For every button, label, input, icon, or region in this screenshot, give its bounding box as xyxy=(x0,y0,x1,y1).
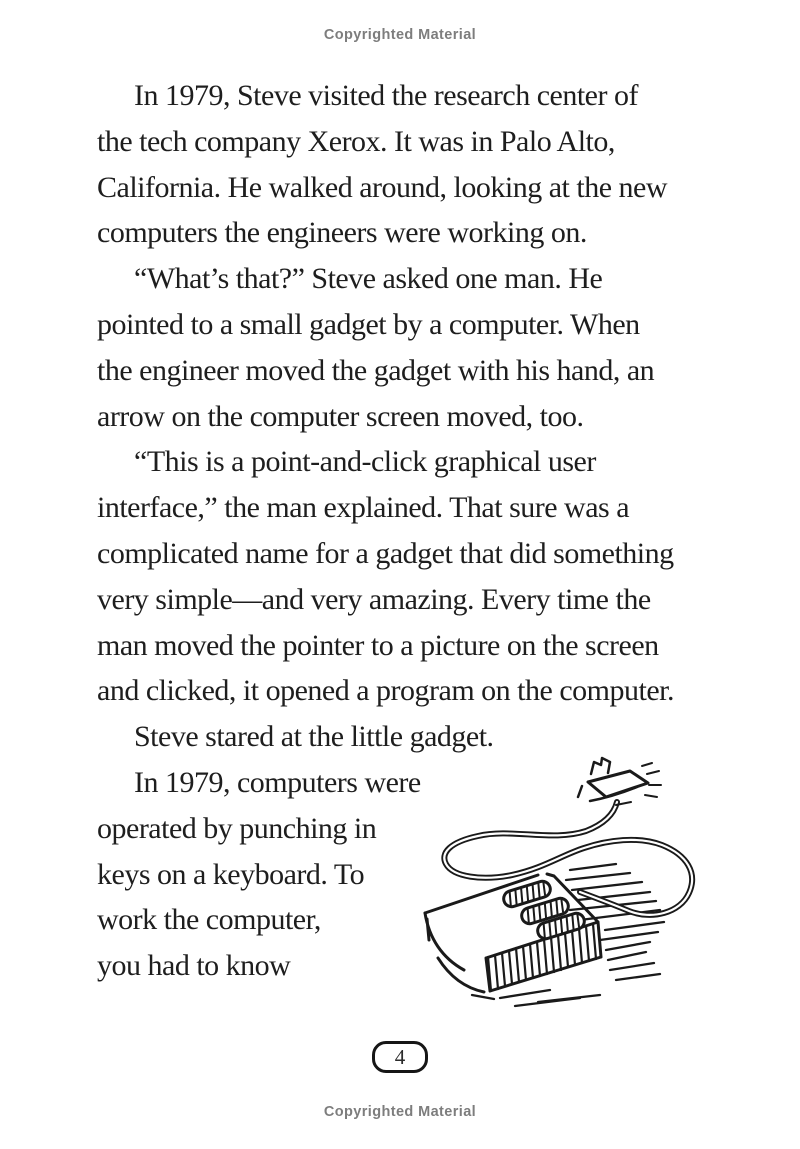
text-line: Steve stared at the little gadget. xyxy=(134,720,494,754)
shadow-hatching xyxy=(472,864,664,1006)
text-line: computers the engineers were working on. xyxy=(97,216,587,250)
text-line: work the computer, xyxy=(97,903,321,937)
mouse-cable-outline xyxy=(444,802,692,915)
text-line: and clicked, it opened a program on the computer. xyxy=(97,674,674,708)
page-number: 4 xyxy=(394,1044,406,1069)
text-line: the engineer moved the gadget with his hand, an xyxy=(97,353,655,387)
text-line: arrow on the computer screen moved, too. xyxy=(97,399,584,433)
text-line: keys on a keyboard. To xyxy=(97,857,365,891)
text-line: “This is a point-and-click graphical user xyxy=(134,445,596,479)
text-line: In 1979, Steve visited the research center of xyxy=(134,79,638,112)
mouse-illustration xyxy=(420,752,710,1014)
text-line: man moved the pointer to a picture on the screen xyxy=(97,628,659,662)
copyright-notice-bottom: Copyrighted Material xyxy=(323,1104,477,1120)
text-line: interface,” the man explained. That sure was a xyxy=(97,491,630,525)
text-line: In 1979, computers were xyxy=(134,765,421,799)
text-line: operated by punching in xyxy=(97,811,377,845)
text-line: “What’s that?” Steve asked one man. He xyxy=(134,262,603,296)
mouse-body-left-edge xyxy=(425,913,484,992)
text-line: the tech company Xerox. It was in Palo Alto, xyxy=(97,124,615,158)
connector-tab xyxy=(591,758,610,774)
text-line: pointed to a small gadget by a computer. When xyxy=(97,307,640,341)
text-line: California. He walked around, looking at the new xyxy=(97,170,667,204)
page-number-badge xyxy=(372,1041,428,1073)
copyright-notice-top: Copyrighted Material xyxy=(323,27,477,43)
text-line: you had to know xyxy=(97,949,291,983)
mouse-cable-core xyxy=(444,802,692,915)
text-line: very simple—and very amazing. Every time the xyxy=(97,582,651,616)
text-line: complicated name for a gadget that did something xyxy=(97,536,674,570)
